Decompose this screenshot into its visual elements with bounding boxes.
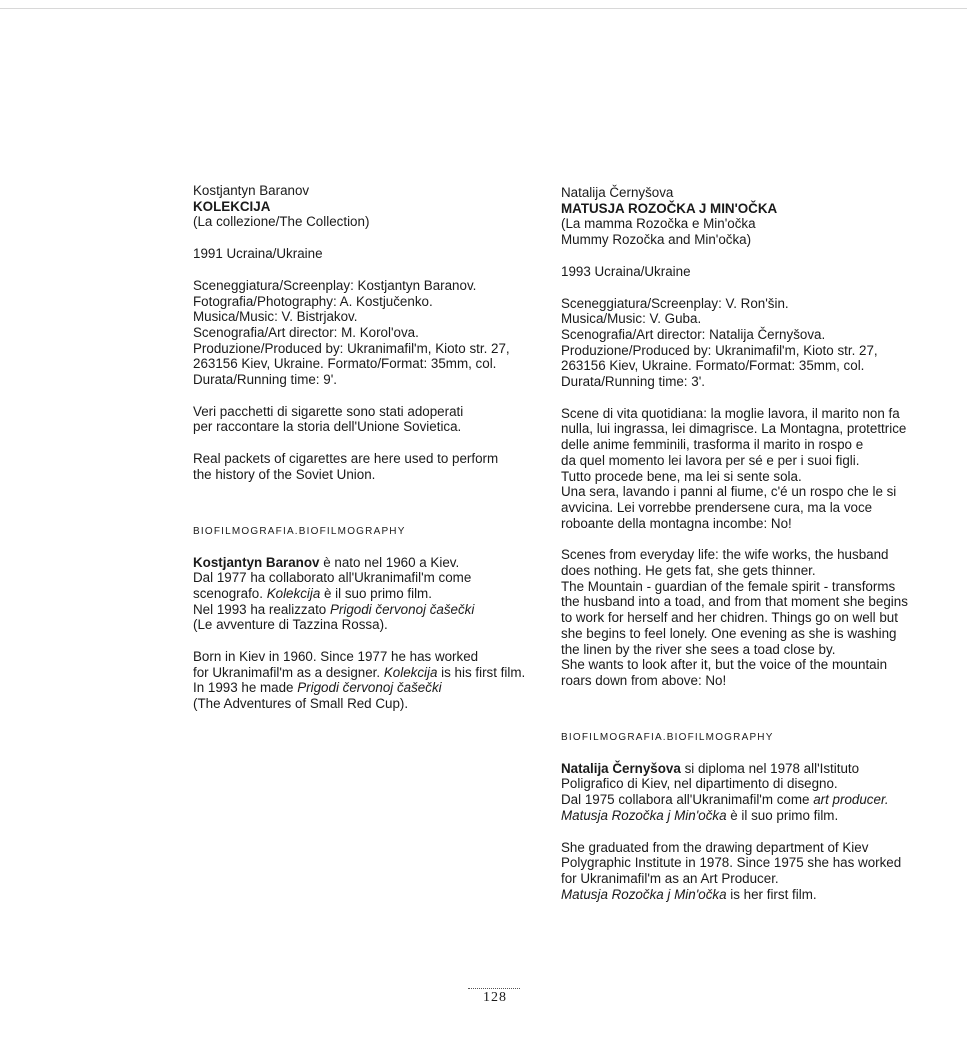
- page-number-rule: [468, 988, 520, 989]
- synopsis-line: nulla, lui ingrassa, lei dimagrisce. La Montagna, protettrice: [561, 421, 907, 437]
- credit-line: Sceneggiatura/Screenplay: V. Ron'šin.: [561, 295, 789, 311]
- bio-text: is his first film.: [437, 664, 526, 680]
- bio-text: Born in Kiev in 1960. Since 1977 he has worked: [193, 649, 479, 665]
- film-title-italic: Prigodi červonoj čašečki: [329, 601, 475, 617]
- top-rule: [0, 8, 967, 9]
- director-name: Natalija Černyšova: [561, 185, 674, 200]
- bio-text: Dal 1975 collabora all'Ukranimafil'm come: [561, 792, 814, 808]
- credit-line: Scenografia/Art director: M. Korol'ova.: [193, 324, 419, 340]
- credit-line: Durata/Running time: 3'.: [561, 374, 705, 390]
- synopsis-line: does nothing. He gets fat, she gets thinner.: [561, 563, 816, 579]
- film-entry-matusja: [561, 185, 921, 902]
- credit-line: Musica/Music: V. Guba.: [561, 311, 702, 327]
- credit-line: Scenografia/Art director: Natalija Černyšova.: [561, 326, 826, 342]
- credit-line: Sceneggiatura/Screenplay: Kostjantyn Baranov.: [193, 277, 477, 293]
- film-title: MATUSJA ROZOČKA J MIN'OČKA: [561, 200, 778, 216]
- synopsis-line: The Mountain - guardian of the female spirit - transforms: [561, 578, 896, 594]
- page-number: 128: [483, 990, 507, 1005]
- bio-text: Dal 1977 ha collaborato all'Ukranimafil'm come: [193, 570, 472, 586]
- bio-italian: [561, 761, 921, 824]
- credit-line: Durata/Running time: 9'.: [193, 372, 337, 388]
- synopsis-line: the husband into a toad, and from that moment she begins: [561, 594, 908, 610]
- film-title-italic: Matusja Rozočka j Min'očka: [561, 886, 727, 902]
- credit-line: 263156 Kiev, Ukraine. Formato/Format: 35mm, col.: [561, 358, 865, 374]
- synopsis-line: da quel momento lei lavora per sé e per i suoi figli.: [561, 452, 860, 468]
- bio-text: è il suo primo film.: [320, 585, 432, 601]
- synopsis-line: Veri pacchetti di sigarette sono stati adoperati: [193, 403, 464, 419]
- bio-text: si diploma nel 1978 all'Istituto: [680, 760, 860, 776]
- synopsis-italian: [561, 406, 921, 532]
- bio-english: [561, 840, 921, 903]
- synopsis-line: She wants to look after it, but the voice of the mountain: [561, 657, 888, 673]
- film-title-italic: Kolekcija: [266, 585, 321, 601]
- synopsis-line: delle anime femminili, trasforma il marito in rospo e: [561, 437, 864, 453]
- bio-text: for Ukranimafil'm as a designer.: [193, 664, 384, 680]
- bio-italian: [193, 555, 523, 634]
- credit-line: Fotografia/Photography: A. Kostjučenko.: [193, 293, 433, 309]
- bio-text: (Le avventure di Tazzina Rossa).: [193, 617, 388, 633]
- role-italic: art producer.: [813, 792, 889, 808]
- bio-name: Natalija Černyšova: [561, 760, 681, 776]
- synopsis-line: to work for herself and her chidren. Things go on well but: [561, 610, 898, 626]
- film-alt-title: Mummy Rozočka and Min'očka): [561, 232, 752, 248]
- credit-line: Produzione/Produced by: Ukranimafil'm, Kioto str. 27,: [193, 340, 510, 356]
- credit-line: Musica/Music: V. Bistrjakov.: [193, 309, 358, 325]
- year-country: 1991 Ucraina/Ukraine: [193, 246, 323, 262]
- synopsis-line: roars down from above: No!: [561, 672, 727, 688]
- synopsis-line: avvicina. Lei vorrebbe prendersene cura, ma la voce: [561, 499, 873, 515]
- credit-line: Produzione/Produced by: Ukranimafil'm, Kioto str. 27,: [561, 342, 878, 358]
- film-entry-kolekcija: [193, 183, 526, 712]
- synopsis-line: roboante della montagna incombe: No!: [561, 515, 792, 531]
- film-title-italic: Prigodi červonoj čašečki: [297, 680, 442, 696]
- synopsis-line: the history of the Soviet Union.: [193, 466, 376, 482]
- synopsis-line: Tutto procede bene, ma lei si sente sola.: [561, 468, 802, 484]
- bio-text: (The Adventures of Small Red Cup).: [193, 696, 409, 712]
- bio-english: [193, 649, 526, 712]
- year-country: 1993 Ucraina/Ukraine: [561, 263, 691, 279]
- credits-block: [193, 278, 523, 388]
- bio-text: for Ukranimafil'm as an Art Producer.: [561, 870, 779, 886]
- credits-block: [561, 296, 921, 390]
- bio-text: In 1993 he made: [193, 680, 298, 696]
- synopsis-line: the linen by the river she sees a toad close by.: [561, 641, 836, 657]
- film-title-italic: Kolekcija: [383, 664, 438, 680]
- bio-text: scenografo.: [193, 585, 267, 601]
- synopsis-line: Real packets of cigarettes are here used to perform: [193, 451, 499, 467]
- synopsis-line: she begins to feel lonely. One evening as she is washing: [561, 625, 897, 641]
- bio-text: Nel 1993 ha realizzato: [193, 601, 330, 617]
- bio-name: Kostjantyn Baranov: [193, 554, 320, 570]
- bio-text: è nato nel 1960 a Kiev.: [319, 554, 460, 570]
- bio-text: She graduated from the drawing department of Kiev: [561, 839, 869, 855]
- biofilmography-heading: BIOFILMOGRAFIA.BIOFILMOGRAPHY: [193, 525, 406, 537]
- director-name: Kostjantyn Baranov: [193, 183, 310, 198]
- synopsis-line: per raccontare la storia dell'Unione Sovietica.: [193, 419, 462, 435]
- synopsis-line: Scenes from everyday life: the wife works, the husband: [561, 547, 889, 563]
- synopsis-line: Una sera, lavando i panni al fiume, c'é un rospo che le si: [561, 484, 897, 500]
- credit-line: 263156 Kiev, Ukraine. Formato/Format: 35mm, col.: [193, 356, 497, 372]
- synopsis-line: Scene di vita quotidiana: la moglie lavora, il marito non fa: [561, 405, 900, 421]
- synopsis-italian: [193, 404, 523, 435]
- film-title-italic: Matusja Rozočka j Min'očka: [561, 807, 727, 823]
- biofilmography-heading: BIOFILMOGRAFIA.BIOFILMOGRAPHY: [561, 731, 774, 743]
- film-title: KOLEKCIJA: [193, 198, 271, 214]
- bio-text: Poligrafico di Kiev, nel dipartimento di disegno.: [561, 776, 838, 792]
- bio-text: è il suo primo film.: [726, 807, 839, 823]
- bio-text: Polygraphic Institute in 1978. Since 1975 she has worked: [561, 855, 902, 871]
- film-alt-title: (La mamma Rozočka e Min'očka: [561, 216, 756, 232]
- synopsis-english: [561, 547, 921, 688]
- film-alt-title: (La collezione/The Collection): [193, 214, 370, 230]
- synopsis-english: [193, 451, 523, 482]
- bio-text: is her first film.: [726, 886, 817, 902]
